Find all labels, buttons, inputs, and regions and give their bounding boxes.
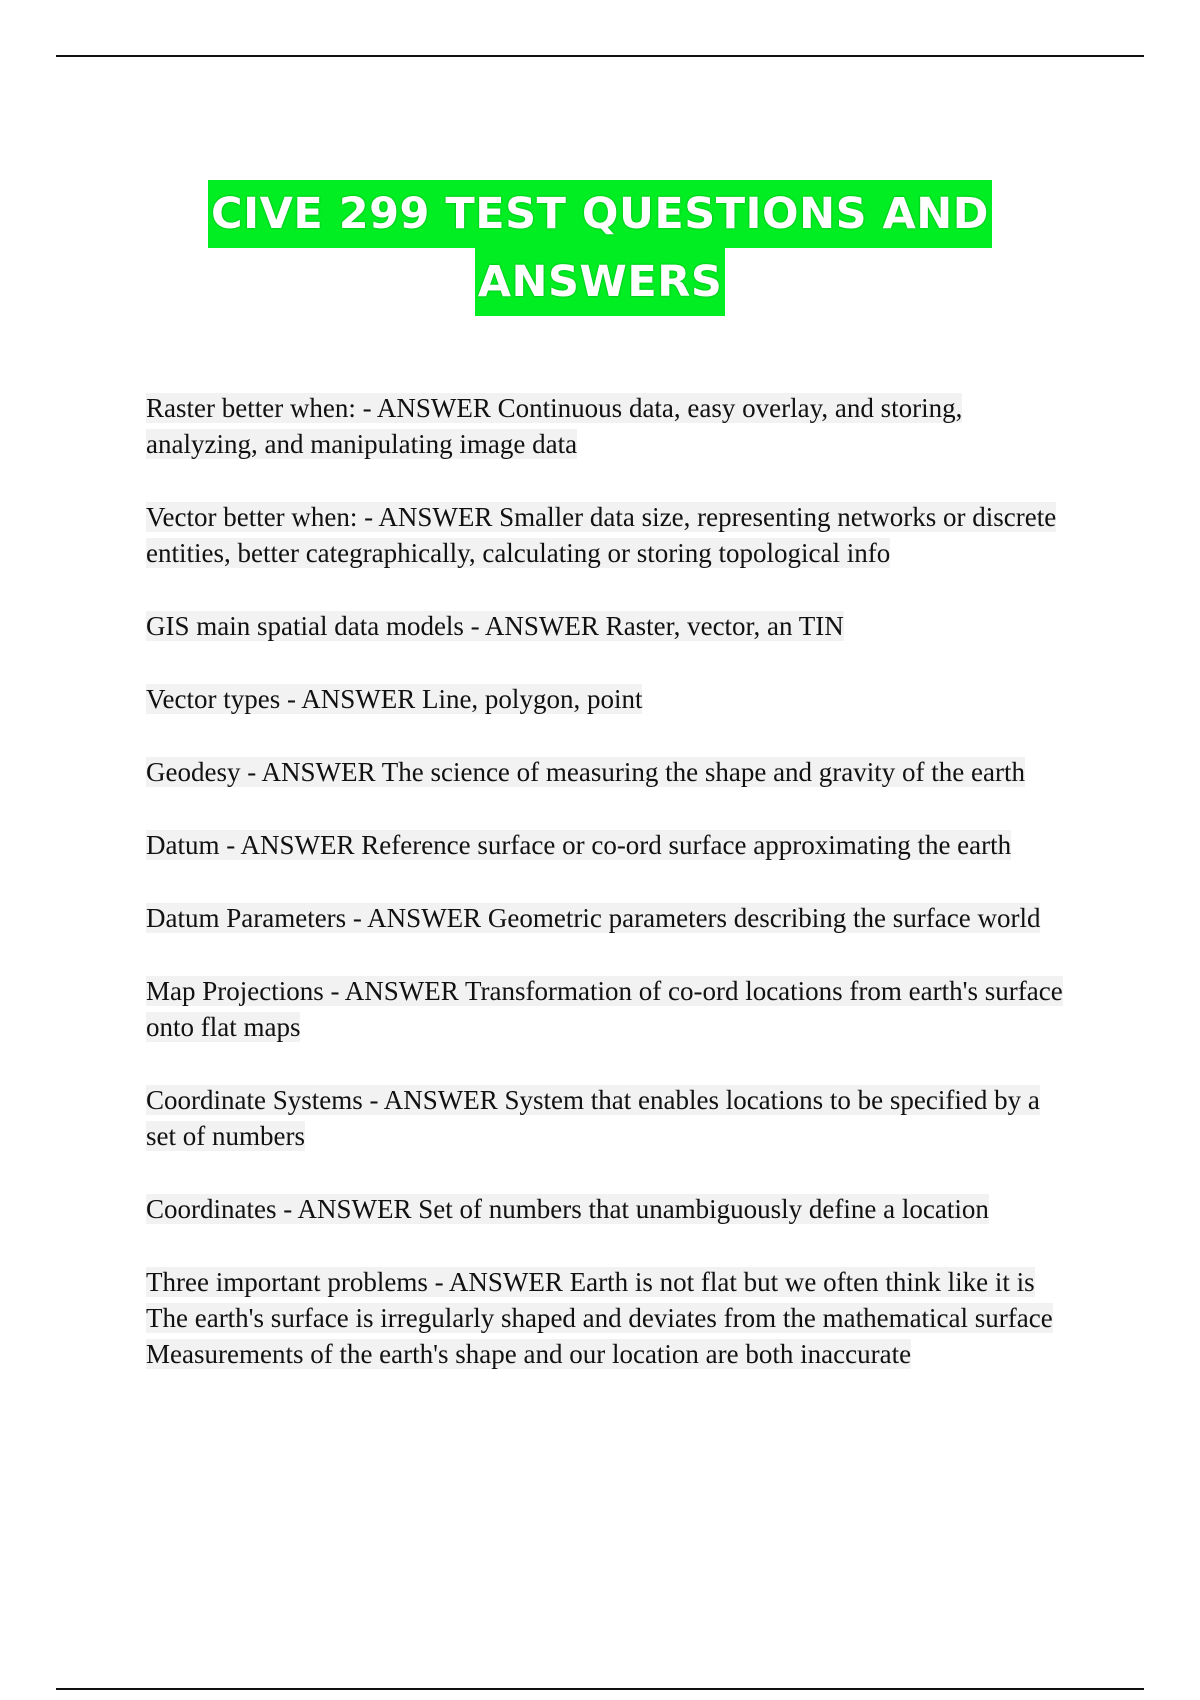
qa-text: Coordinates - ANSWER Set of numbers that unambiguously define a location xyxy=(146,1194,989,1224)
qa-text: Datum - ANSWER Reference surface or co-ord surface approximating the earth xyxy=(146,830,1012,860)
qa-text: GIS main spatial data models - ANSWER Raster, vector, an TIN xyxy=(146,611,844,641)
qa-text-line: The earth's surface is irregularly shaped and deviates from the mathematical surface xyxy=(146,1303,1053,1333)
qa-text-line: Three important problems - ANSWER Earth is not flat but we often think like it is xyxy=(146,1267,1035,1297)
qa-text: Vector better when: - ANSWER Smaller data size, representing networks or discrete entities, better categraphically, calculating or storing topological info xyxy=(146,502,1057,568)
qa-item-three-problems xyxy=(146,1264,1066,1372)
qa-item-map-projections xyxy=(146,973,1066,1045)
qa-item-vector-types xyxy=(146,681,1066,717)
document-title xyxy=(0,180,1200,316)
title-line-1: CIVE 299 TEST QUESTIONS AND xyxy=(208,180,992,248)
qa-text: Datum Parameters - ANSWER Geometric parameters describing the surface world xyxy=(146,903,1041,933)
qa-list xyxy=(146,390,1066,1409)
top-rule xyxy=(56,55,1144,57)
qa-text: Vector types - ANSWER Line, polygon, point xyxy=(146,684,643,714)
qa-text: Map Projections - ANSWER Transformation of co-ord locations from earth's surface onto flat maps xyxy=(146,976,1063,1042)
qa-text: Geodesy - ANSWER The science of measuring the shape and gravity of the earth xyxy=(146,757,1025,787)
qa-item-coordinate-systems xyxy=(146,1082,1066,1154)
qa-text: Raster better when: - ANSWER Continuous data, easy overlay, and storing, analyzing, and manipulating image data xyxy=(146,393,963,459)
bottom-rule xyxy=(56,1688,1144,1690)
title-line-2: ANSWERS xyxy=(475,248,726,316)
qa-item-datum-parameters xyxy=(146,900,1066,936)
qa-item-coordinates xyxy=(146,1191,1066,1227)
qa-text: Coordinate Systems - ANSWER System that enables locations to be specified by a set of numbers xyxy=(146,1085,1040,1151)
qa-text-line: Measurements of the earth's shape and our location are both inaccurate xyxy=(146,1339,912,1369)
qa-item-vector xyxy=(146,499,1066,571)
qa-item-geodesy xyxy=(146,754,1066,790)
qa-item-gis-models xyxy=(146,608,1066,644)
qa-item-raster xyxy=(146,390,1066,462)
qa-item-datum xyxy=(146,827,1066,863)
